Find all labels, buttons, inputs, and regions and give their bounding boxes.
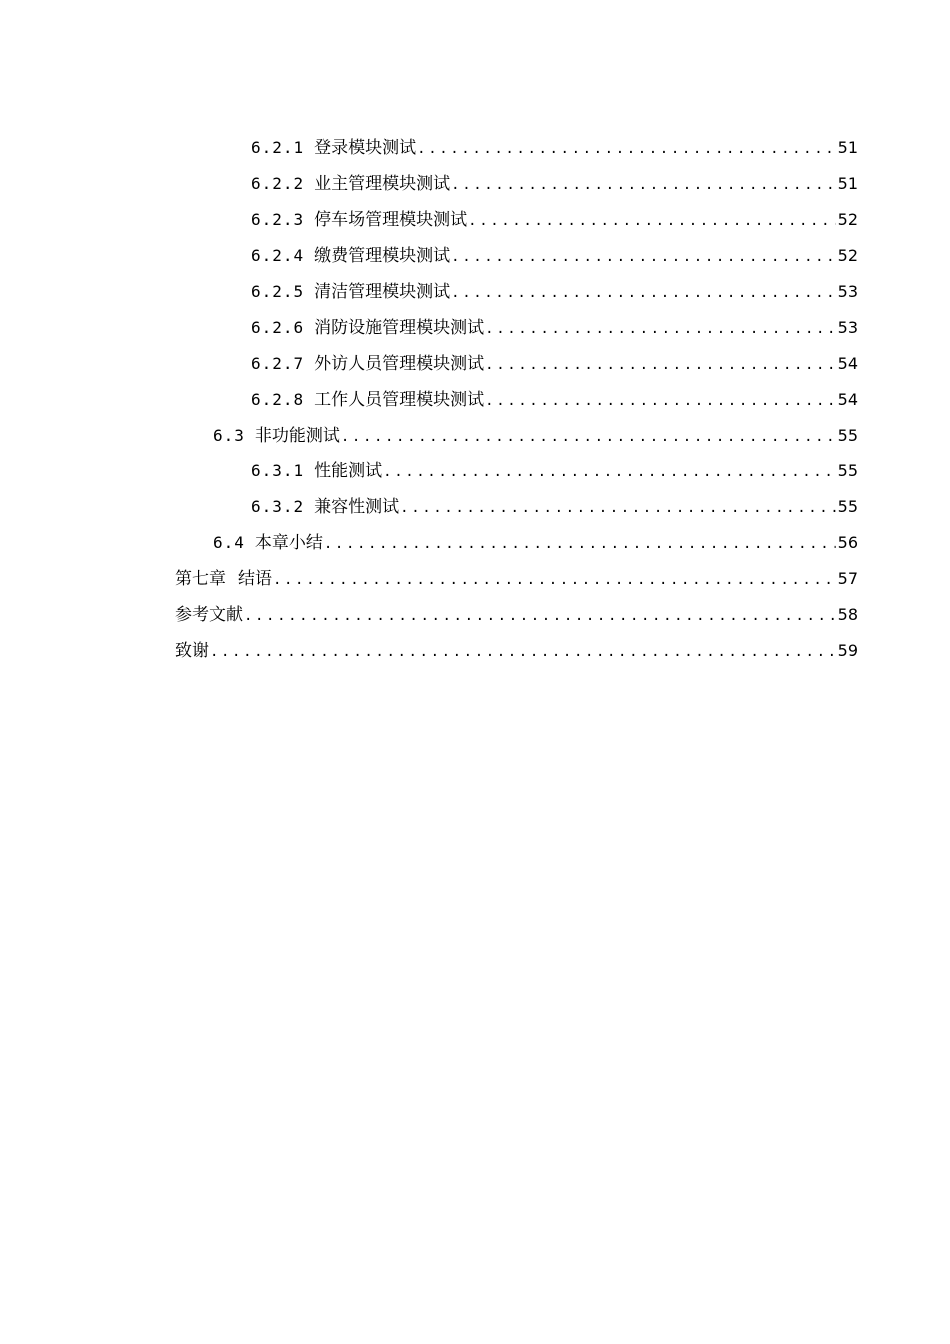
toc-entry-title: 工作人员管理模块测试 xyxy=(314,389,485,410)
toc-entry[interactable] xyxy=(0,562,950,598)
toc-entry-title: 非功能测试 xyxy=(254,425,340,446)
toc-entry-title: 停车场管理模块测试 xyxy=(314,210,468,231)
toc-entry-page: 53 xyxy=(837,282,858,301)
toc-entry[interactable] xyxy=(0,382,950,418)
toc-entry-title: 外访人员管理模块测试 xyxy=(314,353,485,374)
toc-entry[interactable] xyxy=(0,454,950,490)
toc-entry-number: 6.2.2 xyxy=(251,174,305,194)
toc-entry-page: 51 xyxy=(837,138,858,158)
toc-entry-number: 6.3.1 xyxy=(251,461,305,481)
table-of-contents xyxy=(0,131,950,669)
toc-entry-title: 致谢 xyxy=(175,640,209,661)
toc-entry-number: 6.3.2 xyxy=(251,497,305,517)
toc-dot-leader xyxy=(417,139,835,159)
toc-entry-title: 业主管理模块测试 xyxy=(314,174,451,195)
toc-entry-title: 缴费管理模块测试 xyxy=(314,246,451,267)
toc-entry[interactable] xyxy=(0,526,950,562)
toc-dot-leader xyxy=(210,642,836,662)
toc-entry-title: 兼容性测试 xyxy=(314,497,400,518)
toc-entry-page: 58 xyxy=(837,605,858,625)
toc-dot-leader xyxy=(468,211,835,231)
toc-entry-title: 登录模块测试 xyxy=(314,138,417,159)
toc-entry-page: 52 xyxy=(837,246,858,266)
toc-dot-leader xyxy=(485,319,835,339)
toc-entry-number: 6.2.6 xyxy=(251,317,305,337)
toc-entry[interactable] xyxy=(0,346,950,382)
toc-entry-page: 51 xyxy=(837,174,858,194)
toc-dot-leader xyxy=(485,355,835,375)
toc-entry-title: 性能测试 xyxy=(314,461,383,482)
toc-entry-number: 6.2.4 xyxy=(251,246,305,266)
toc-dot-leader xyxy=(451,247,835,267)
toc-entry-number: 第七章 xyxy=(175,569,226,590)
toc-entry-page: 55 xyxy=(837,497,858,517)
toc-entry-number: 6.2.1 xyxy=(251,138,305,158)
toc-entry[interactable] xyxy=(0,203,950,239)
toc-entry[interactable] xyxy=(0,275,950,311)
toc-entry-title: 消防设施管理模块测试 xyxy=(314,317,485,338)
toc-entry[interactable] xyxy=(0,490,950,526)
toc-entry-page: 59 xyxy=(837,640,858,660)
toc-entry-number: 6.4 xyxy=(213,533,245,553)
toc-entry-page: 57 xyxy=(837,569,858,589)
toc-entry-page: 52 xyxy=(837,210,858,230)
toc-entry-number: 6.3 xyxy=(213,425,245,445)
toc-entry[interactable] xyxy=(0,310,950,346)
toc-entry-page: 53 xyxy=(837,317,858,337)
toc-entry-page: 54 xyxy=(837,389,858,409)
toc-dot-leader xyxy=(244,606,836,626)
toc-entry[interactable] xyxy=(0,131,950,167)
toc-entry[interactable] xyxy=(0,633,950,669)
toc-entry-number: 6.2.5 xyxy=(251,282,305,301)
toc-entry-number: 6.2.3 xyxy=(251,210,305,230)
toc-dot-leader xyxy=(324,534,836,554)
toc-dot-leader xyxy=(485,391,835,411)
toc-entry-page: 55 xyxy=(837,461,858,481)
toc-entry-title: 结语 xyxy=(238,569,272,590)
toc-dot-leader xyxy=(451,175,835,195)
toc-dot-leader xyxy=(383,462,835,482)
toc-dot-leader xyxy=(273,570,836,590)
toc-entry-title: 清洁管理模块测试 xyxy=(314,282,451,302)
toc-entry-page: 56 xyxy=(837,533,858,553)
toc-entry[interactable] xyxy=(0,598,950,634)
toc-entry-number: 6.2.7 xyxy=(251,353,305,373)
toc-dot-leader xyxy=(400,498,835,518)
toc-entry-title: 本章小结 xyxy=(254,533,323,554)
toc-entry[interactable] xyxy=(0,167,950,203)
toc-dot-leader xyxy=(341,427,836,447)
toc-entry-number: 6.2.8 xyxy=(251,389,305,409)
toc-entry-page: 55 xyxy=(837,425,858,445)
toc-entry-page: 54 xyxy=(837,353,858,373)
toc-entry-title: 参考文献 xyxy=(175,605,243,626)
toc-dot-leader xyxy=(451,283,835,303)
toc-entry[interactable] xyxy=(0,418,950,454)
toc-entry[interactable] xyxy=(0,239,950,275)
